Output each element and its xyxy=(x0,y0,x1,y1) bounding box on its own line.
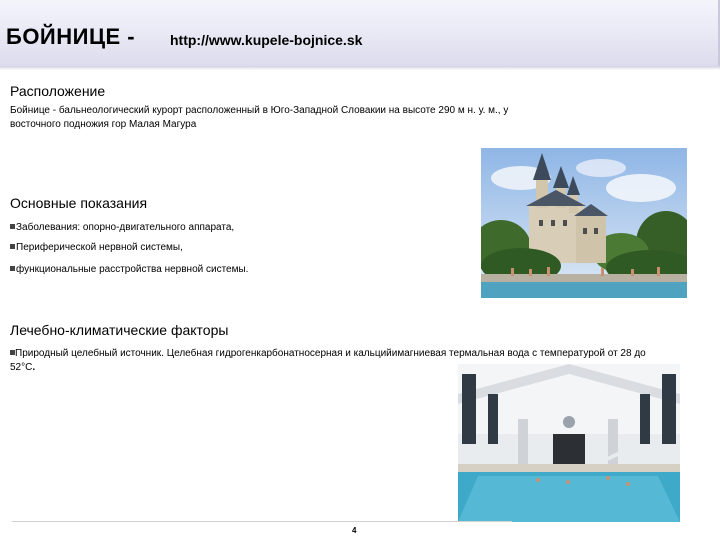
indication-item xyxy=(10,264,248,275)
factors-text-body: Природный целебный источник. Целебная гидрогенкарбонатносерная и кальцийимагниевая термальная вода с температурой от 28 до 52°С xyxy=(10,348,646,373)
banner-shadow xyxy=(0,66,720,70)
indication-item xyxy=(10,222,234,233)
indication-text: Периферической нервной системы, xyxy=(16,242,183,253)
location-text: Бойнице - бальнеологический курорт расположенный в Юго-Западной Словакии на высоте 290 м н. у. м., у восточного подножия гор Малая Магура xyxy=(10,105,509,130)
bullet-icon xyxy=(10,224,15,229)
website-url[interactable]: http://www.kupele-bojnice.sk xyxy=(170,32,363,48)
location-heading: Расположение xyxy=(10,83,106,99)
indications-heading: Основные показания xyxy=(10,195,148,211)
pool-photo xyxy=(458,364,680,522)
bullet-icon xyxy=(10,266,15,271)
bullet-icon xyxy=(10,244,15,249)
slide-title: БОЙНИЦЕ - xyxy=(6,24,136,49)
castle-icon xyxy=(481,148,687,298)
castle-photo xyxy=(481,148,687,298)
footer-divider xyxy=(12,521,512,522)
indication-text: Заболевания: опорно-двигательного аппарата, xyxy=(16,222,235,233)
indication-text: функциональные расстройства нервной системы. xyxy=(16,264,249,275)
page-number: 4 xyxy=(352,526,357,535)
indication-item xyxy=(10,242,183,253)
factors-text-end: . xyxy=(32,362,36,373)
indoor-pool-icon xyxy=(458,364,680,522)
title-banner xyxy=(0,0,720,67)
factors-heading: Лечебно-климатические факторы xyxy=(10,322,229,338)
